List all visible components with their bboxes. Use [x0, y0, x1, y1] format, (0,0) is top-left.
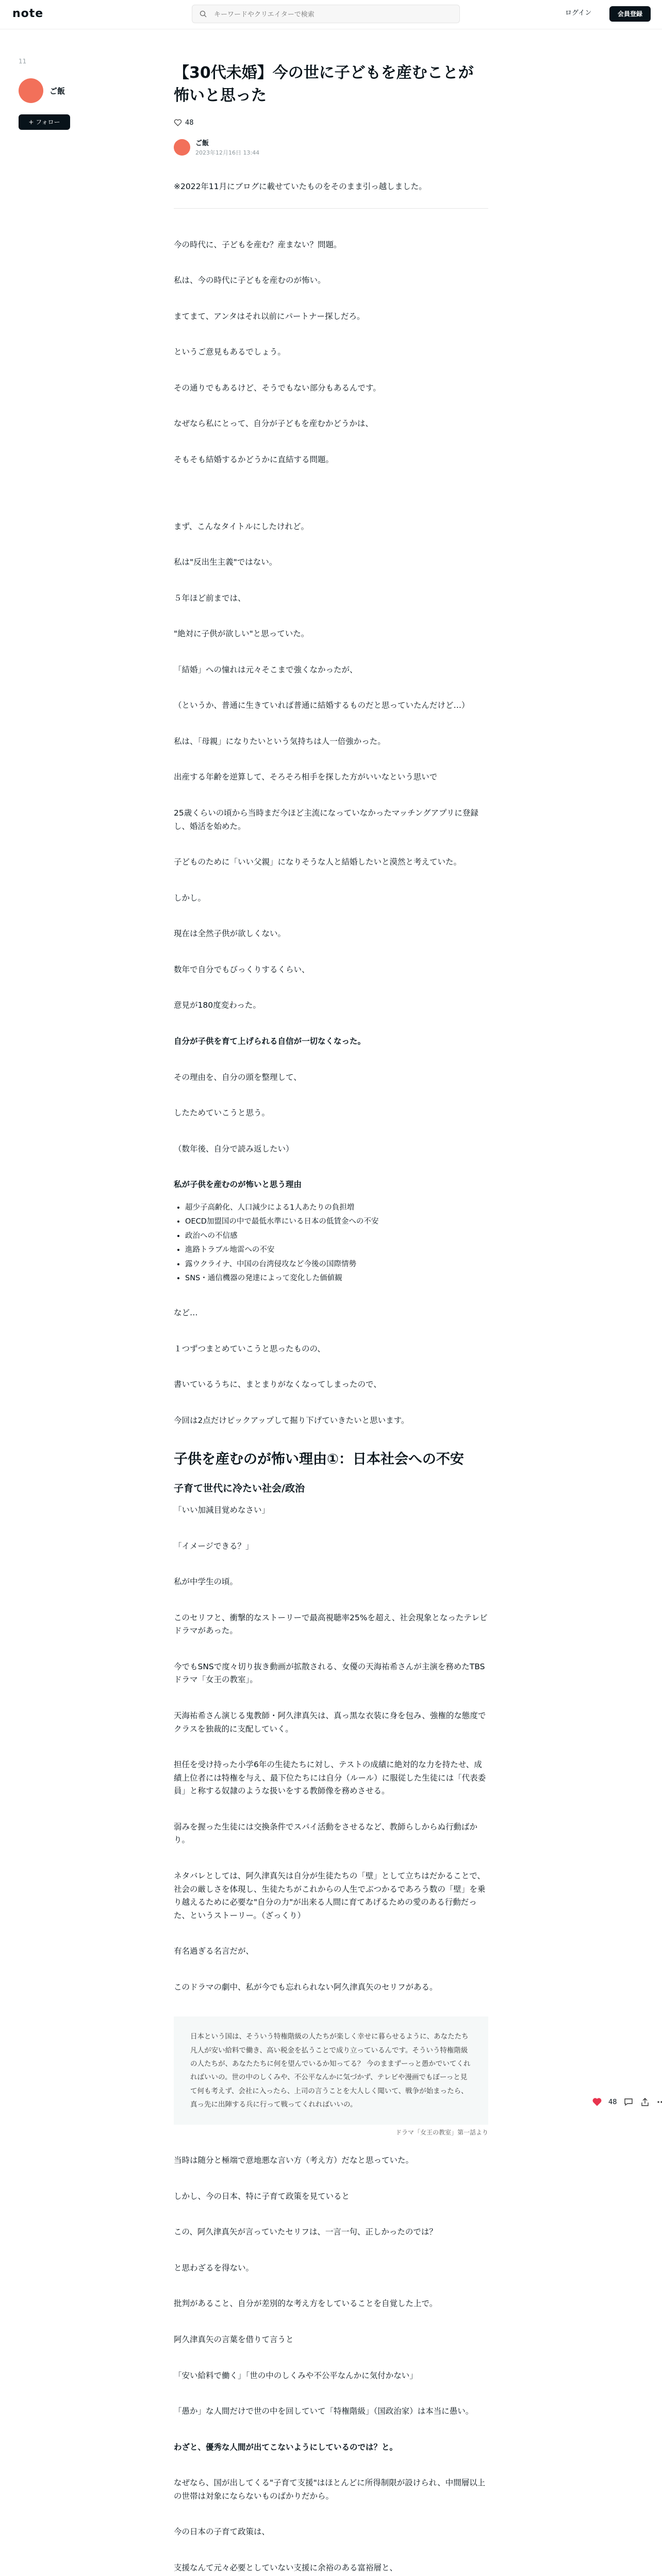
- login-link[interactable]: ログイン: [565, 9, 592, 17]
- section-blocks4: [174, 1307, 488, 1427]
- section-blocks3: [174, 1071, 488, 1156]
- article-body: [174, 180, 488, 2576]
- paragraph: 今の時代に、子どもを産む？産まない？問題。: [174, 240, 342, 249]
- author-avatar-small[interactable]: [174, 139, 190, 156]
- follow-button[interactable]: + フォロー: [19, 114, 70, 130]
- paragraph: 25歳くらいの頃から当時まだ今ほど主流になっていなかったマッチングアプリに登録し、婚活を始めた。: [174, 808, 478, 831]
- paragraph: 現在は全然子供が欲しくない。: [174, 929, 286, 939]
- section-blocks6: [174, 2154, 488, 2418]
- like-count: 48: [185, 118, 194, 127]
- paragraph: 私が中学生の頃。: [174, 1577, 238, 1587]
- top-header: [0, 0, 662, 29]
- paragraph: 阿久津真矢の言葉を借りて言うと: [174, 2335, 294, 2345]
- paragraph: "絶対に子供が欲しい"と思っていた。: [174, 629, 309, 639]
- paragraph: 子どものために「いい父親」になりそうな人と結婚したいと漠然と考えていた。: [174, 857, 462, 867]
- paragraph: と思わざるを得ない。: [174, 2263, 254, 2273]
- paragraph: 批判があること、自分が差別的な考え方をしていることを自覚した上で。: [174, 2299, 438, 2309]
- blockquote: [174, 2016, 488, 2125]
- list-item: • OECD加盟国の中で最低水準にいる日本の低賃金への不安: [185, 1215, 488, 1229]
- paragraph: 天海祐希さん演じる鬼教師・阿久津真矢は、真っ黒な衣装に身を包み、強権的な態度でクラスを独裁的に支配していく。: [174, 1711, 486, 1734]
- bold-statement-1: 自分が子供を育て上げられる自信が一切なくなった。: [174, 1036, 366, 1046]
- floating-actions: [592, 2097, 662, 2107]
- paragraph: したためていこうと思う。: [174, 1108, 270, 1118]
- paragraph: 今の日本の子育て政策は、: [174, 2527, 270, 2537]
- section-heading-1: 子供を産むのが怖い理由①：日本社会への不安: [174, 1451, 464, 1468]
- reasons-heading: 私が子供を産むのが怖いと思う理由: [174, 1180, 302, 1190]
- paragraph: ５年ほど前までは、: [174, 593, 246, 603]
- paragraph: 数年で自分でもびっくりするくらい、: [174, 964, 310, 974]
- section-blocks2: [174, 520, 488, 1012]
- paragraph: 今回は2点だけピックアップして掘り下げていきたいと思います。: [174, 1415, 409, 1425]
- article-title: 【30代未婚】今の世に子どもを産むことが怖いと思った: [174, 64, 474, 105]
- paragraph: この、阿久津真矢が言っていたセリフは、一言一句、正しかったのでは？: [174, 2227, 437, 2237]
- paragraph: 有名過ぎる名言だが、: [174, 1946, 254, 1956]
- paragraph: （数年後、自分で読み返したい）: [174, 1144, 294, 1154]
- quote-caption: ドラマ「女王の教室」第一話より: [395, 2129, 488, 2137]
- paragraph: 意見が180度変わった。: [174, 1001, 261, 1010]
- paragraph: 今でもSNSで度々切り抜き動画が拡散される、女優の天海祐希さんが主演を務めたTBSドラマ「女王の教室」。: [174, 1662, 485, 1685]
- search-input[interactable]: [213, 5, 452, 24]
- paragraph: なぜなら私にとって、自分が子どもを産むかどうかは、: [174, 419, 373, 429]
- author-avatar[interactable]: [19, 78, 43, 103]
- signup-button[interactable]: 会員登録: [609, 6, 651, 22]
- paragraph: 弱みを握った生徒には交換条件でスパイ活動をさせるなど、教師らしからぬ行動ばかり。: [174, 1822, 478, 1845]
- heart-icon[interactable]: [174, 118, 182, 127]
- intro-note: ※2022年11月にブログに載せていたものをそのまま引っ越しました。: [174, 182, 427, 191]
- paragraph: 「イメージできる？」: [174, 1541, 254, 1551]
- note-logo[interactable]: note: [12, 7, 44, 20]
- reasons-list: [174, 1201, 488, 1286]
- paragraph: 当時は随分と極端で意地悪な言い方（考え方）だなと思っていた。: [174, 2156, 414, 2165]
- subsection-heading: 子育て世代に冷たい社会/政治: [174, 1483, 305, 1495]
- paragraph: など…: [174, 1308, 198, 1318]
- paragraph: というご意見もあるでしょう。: [174, 347, 286, 357]
- paragraph: その通りでもあるけど、そうでもない部分もあるんです。: [174, 383, 381, 393]
- author-name[interactable]: ご飯: [195, 140, 209, 147]
- paragraph: しかし。: [174, 893, 206, 903]
- paragraph: 私は、今の時代に子どもを産むのが怖い。: [174, 276, 326, 285]
- bold-statement-3: わざと、優秀な人間が出てこないようにしているのでは？と。: [174, 2442, 398, 2452]
- paragraph: その理由を、自分の頭を整理して、: [174, 1072, 302, 1082]
- paragraph: まず、こんなタイトルにしたけれど。: [174, 521, 309, 531]
- floating-like-count: 48: [608, 2098, 617, 2106]
- paragraph: （というか、普通に生きていれば普通に結婚するものだと思っていたんだけど…）: [174, 701, 470, 710]
- like-count-row: [174, 116, 488, 129]
- paragraph: 「安い給料で働く」「世の中のしくみや不公平なんかに気付かない」: [174, 2370, 418, 2380]
- search-icon: [200, 10, 207, 18]
- list-item: • SNS・通信機器の発達によって変化した価値観: [185, 1272, 488, 1286]
- paragraph: 出産する年齢を逆算して、そろそろ相手を探した方がいいなという思いで: [174, 772, 438, 782]
- paragraph: 私は"反出生主義"ではない。: [174, 557, 277, 567]
- paragraph: １つずつまとめていこうと思ったものの、: [174, 1344, 325, 1353]
- paragraph: 担任を受け持った小学6年の生徒たちに対し、テストの成績に絶対的な力を持たせ、成績上位者には特権を与え、最下位たちには自分（ルール）に服従した生徒には「代表委員」と称する奴隷のような扱いをする教師像を務めさせる。: [174, 1760, 486, 1796]
- quote-text: 日本という国は、そういう特権階級の人たちが楽しく幸せに暮らせるように、あなたたち凡人が安い給料で働き、高い税金を払うことで成り立っているんです。そういう特権階級の人たちが、あなたたちに何を望んでいるか知ってる？ 今のままずーっと愚かでいてくれればいいの。世の中のしくみや、不公平なんかに気づかず、テレビや漫画でもぼーっと見て何も考えず、会社に入ったら、上司の言うことを大人しく聞いて、戦争が始まったら、真っ先に出陣する兵に行って戦ってくれればいいの。: [190, 2032, 471, 2109]
- paragraph: しかし、今の日本、特に子育て政策を見ていると: [174, 2191, 350, 2201]
- list-item: • 露ウクライナ、中国の台湾侵攻など今後の国際情勢: [185, 1258, 488, 1272]
- paragraph: 「結婚」への憧れは元々そこまで強くなかったが、: [174, 665, 358, 674]
- paragraph: 書いているうちに、まとまりがなくなってしまったので、: [174, 1380, 382, 1389]
- list-item: • 政治への不信感: [185, 1229, 488, 1244]
- paragraph: 私は、「母親」になりたいという気持ちは人一倍強かった。: [174, 736, 386, 746]
- list-item: • 超少子高齢化、人口減少による1人あたりの負担増: [185, 1201, 488, 1215]
- section-blocks7: [174, 2477, 488, 2576]
- paragraph: ネタバレとしては、阿久津真矢は自分が生徒たちの「壁」として立ちはだかることで、社会の厳しさを体現し、生徒たちがこれからの人生でぶつかるであろう数の「壁」を乗り越えるために必要な"自分の力"が出来る人間に育てあげるための愛のある行動だった、というストーリー。（ざっくり）: [174, 1871, 486, 1920]
- paragraph: なぜなら、国が出してくる"子育て支援"はほとんどに所得制限が設けられ、中間層以上の世帯は対象にならないものばかりだから。: [174, 2478, 486, 2501]
- comment-icon[interactable]: [623, 2097, 634, 2107]
- breadcrumb[interactable]: 11: [19, 58, 27, 65]
- paragraph: 「愚か」な人間だけで世の中を回していて「特権階級」（国政治家）は本当に愚い。: [174, 2406, 474, 2416]
- paragraph: このセリフと、衝撃的なストーリーで最高視聴率25%を超え、社会現象となったテレビドラマがあった。: [174, 1613, 488, 1636]
- share-icon[interactable]: [640, 2097, 650, 2107]
- like-heart-icon[interactable]: [592, 2097, 602, 2107]
- sidebar-author-name[interactable]: ご飯: [49, 87, 65, 96]
- paragraph: 「いい加減目覚めなさい」: [174, 1505, 270, 1515]
- article: [174, 62, 488, 2576]
- paragraph: 支援なんて元々必要としていない支援に余裕のある富裕層と、: [174, 2563, 398, 2572]
- search-box[interactable]: [192, 5, 460, 23]
- author-row: [174, 138, 488, 157]
- publish-date: 2023年12月16日 13:44: [195, 149, 260, 156]
- section-blocks1: [174, 239, 488, 467]
- paragraph: まてまて、アンタはそれ以前にパートナー探しだろ。: [174, 311, 365, 321]
- list-item: • 進路トラブル地雷への不安: [185, 1243, 488, 1258]
- paragraph: このドラマの劇中、私が今でも忘れられない阿久津真矢のセリフがある。: [174, 1982, 438, 1992]
- paragraph: そもそも結婚するかどうかに直結する問題。: [174, 454, 334, 464]
- section-blocks5: [174, 1504, 488, 1994]
- more-icon[interactable]: [656, 2097, 662, 2107]
